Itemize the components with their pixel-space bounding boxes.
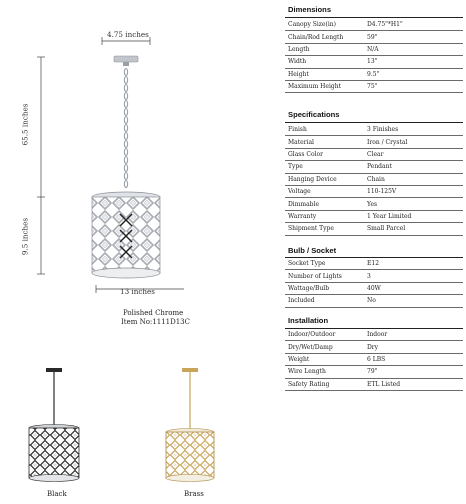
section-title-dimensions: Dimensions [288, 5, 332, 14]
table-row: Canopy Size(in) D4.75"*H1" [285, 19, 463, 31]
section-title-bulb-socket: Bulb / Socket [288, 246, 337, 255]
table-row: Type Pendant [285, 161, 463, 173]
dimension-canopy-width: 4.75 inches [107, 30, 149, 39]
table-dimensions [285, 19, 463, 93]
table-row: Socket Type E12 [285, 258, 463, 270]
variant-label-black: Black [47, 490, 67, 498]
section-title-specifications: Specifications [288, 110, 340, 119]
canopy [114, 56, 138, 62]
caption-finish: Polished Chrome [123, 309, 184, 317]
table-row: Wattage/Bulb 40W [285, 282, 463, 294]
table-row: Length N/A [285, 43, 463, 55]
table-row: Shipment Type Small Parcel [285, 223, 463, 235]
table-row: Wire Length 79" [285, 366, 463, 378]
table-row: Glass Color Clear [285, 148, 463, 160]
table-row: Width 13" [285, 56, 463, 68]
table-row: Maximum Height 75" [285, 80, 463, 92]
table-row: Chain/Rod Length 59" [285, 31, 463, 43]
table-row: Included No [285, 295, 463, 307]
table-row: Safety Rating ETL Listed [285, 378, 463, 390]
table-row: Weight 6 LBS [285, 353, 463, 365]
dimension-chain-height: 65.5 inches [20, 103, 30, 146]
table-row: Height 9.5" [285, 68, 463, 80]
table-bulb-socket [285, 258, 463, 308]
section-title-installation: Installation [288, 316, 329, 325]
table-row: Finish 3 Finishes [285, 124, 463, 136]
dimension-body-height: 9.5 inches [20, 217, 30, 256]
caption-item-number: Item No:1111D13C [121, 318, 190, 326]
spec-panel [285, 0, 466, 500]
table-installation [285, 329, 463, 391]
table-row: Dry/Wet/Damp Dry [285, 341, 463, 353]
table-row: Warranty 1 Year Limited [285, 210, 463, 222]
table-row: Number of Lights 3 [285, 270, 463, 282]
table-row: Material Iron / Crystal [285, 136, 463, 148]
variant-label-brass: Brass [184, 490, 204, 498]
table-specifications [285, 124, 463, 236]
table-row: Indoor/Outdoor Indoor [285, 329, 463, 341]
table-row: Voltage 110-125V [285, 185, 463, 197]
table-row: Hanging Device Chain [285, 173, 463, 185]
table-row: Dimmable Yes [285, 198, 463, 210]
dimension-body-width: 13 inches [120, 287, 155, 296]
